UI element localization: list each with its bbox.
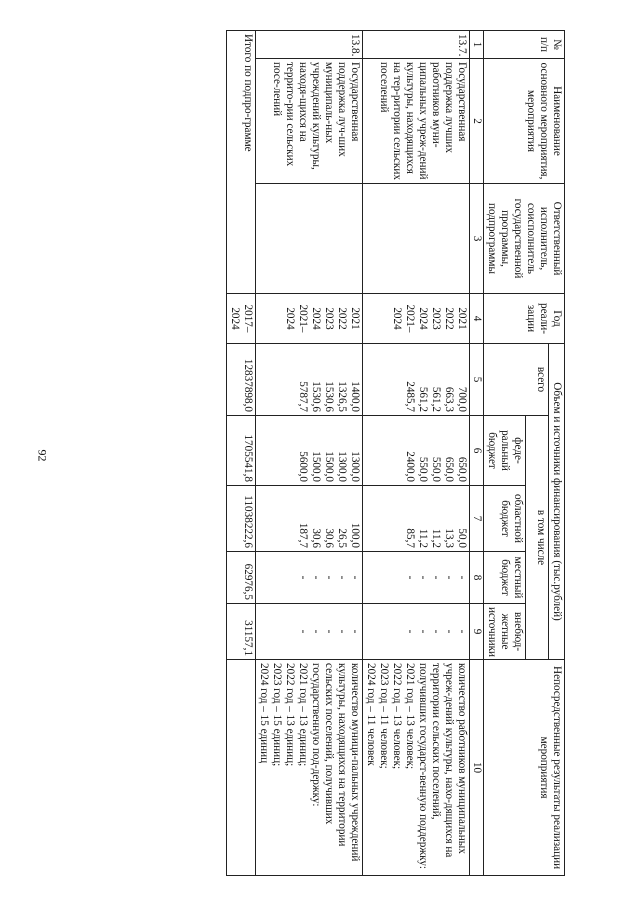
total-regional: 11038222,6 bbox=[227, 486, 256, 552]
row-executor bbox=[256, 184, 363, 294]
row-total: 700,0 663,3 561,2 561,2 2485,7 bbox=[363, 344, 470, 416]
header-row-1 bbox=[549, 31, 565, 876]
col-number: 6 bbox=[470, 416, 484, 486]
row-federal: 1300,0 1300,0 1500,0 1500,0 5600,0 bbox=[256, 416, 363, 486]
row-num: 13.7. bbox=[363, 31, 470, 59]
row-name: Государственная поддержка луч-ших муниципаль-ных учреждений культуры, находя-щихся на террито-рии сельских посе-лений bbox=[256, 59, 363, 184]
row-result: количество работников муниципальных учреж-дений культуры, нахо-дящихся на территории сельских поселений, получивших государст-венную поддержку: 2021 год – 13 человек; 2022 год – 13 человек; 2023 год – 11 человек; 2024 год – 11 человек bbox=[363, 660, 470, 876]
header-name: Наименование основного мероприятия, мероприятия bbox=[484, 59, 565, 184]
row-years: 2021 2022 2023 2024 2021– 2024 bbox=[363, 294, 470, 344]
total-total: 12837898,0 bbox=[227, 344, 256, 416]
row-name: Государственная поддержка лучших работников муни-ципальных учреж-дений культуры, находящихся на тер-ритории сельских поселений bbox=[363, 59, 470, 184]
col-number: 1 bbox=[470, 31, 484, 59]
table-row bbox=[363, 31, 470, 876]
header-year: Год реали-зации bbox=[484, 294, 565, 344]
total-years: 2017– 2024 bbox=[227, 294, 256, 344]
row-executor bbox=[363, 184, 470, 294]
page-number: 92 bbox=[35, 449, 50, 462]
header-local: местный бюджет bbox=[484, 552, 526, 604]
col-number: 10 bbox=[470, 660, 484, 876]
header-regional: областной бюджет bbox=[484, 486, 526, 552]
header-extra: внебюд-жетные источники bbox=[484, 604, 526, 660]
row-result: количество муници-пальных учреждений культуры, находящихся на территории сельских поселений, получивших государственную под-держку: 2021 год – 13 единиц; 2022 год – 13 единиц; 2023 год – 15 единиц; 2024 год – 15 единиц bbox=[256, 660, 363, 876]
col-number: 9 bbox=[470, 604, 484, 660]
rotated-table-container bbox=[85, 30, 565, 875]
col-number: 5 bbox=[470, 344, 484, 416]
row-extra: - - - - - bbox=[256, 604, 363, 660]
header-incl: в том числе bbox=[526, 416, 549, 660]
row-num: 13.8. bbox=[256, 31, 363, 59]
financing-table bbox=[226, 30, 565, 876]
column-number-row bbox=[470, 31, 484, 876]
header-total: всего bbox=[484, 344, 549, 416]
header-executor: Ответственный исполнитель, соисполнитель государственной программы, подпрограммы bbox=[484, 184, 565, 294]
row-years: 2021 2022 2023 2024 2021– 2024 bbox=[256, 294, 363, 344]
col-number: 3 bbox=[470, 184, 484, 294]
total-result bbox=[227, 660, 256, 876]
row-local: - - - - - bbox=[256, 552, 363, 604]
row-local: - - - - - bbox=[363, 552, 470, 604]
col-number: 4 bbox=[470, 294, 484, 344]
col-number: 8 bbox=[470, 552, 484, 604]
header-num: № п/п bbox=[484, 31, 565, 59]
table-row bbox=[256, 31, 363, 876]
header-financing: Объем и источники финансирования (тыс.рублей) bbox=[549, 344, 565, 660]
header-federal: феде-ральный бюджет bbox=[484, 416, 526, 486]
row-total: 1400,0 1326,5 1530,6 1530,6 5787,7 bbox=[256, 344, 363, 416]
total-extra: 31157,1 bbox=[227, 604, 256, 660]
row-regional: 50,0 13,3 11,2 11,2 85,7 bbox=[363, 486, 470, 552]
total-local: 62976,5 bbox=[227, 552, 256, 604]
row-regional: 100,0 26,5 30,6 30,6 187,7 bbox=[256, 486, 363, 552]
header-result: Непосредственные результаты реализации мероприятия bbox=[484, 660, 565, 876]
col-number: 2 bbox=[470, 59, 484, 184]
col-number: 7 bbox=[470, 486, 484, 552]
total-federal: 1705541,8 bbox=[227, 416, 256, 486]
row-extra: - - - - - bbox=[363, 604, 470, 660]
row-federal: 650,0 650,0 550,0 550,0 2400,0 bbox=[363, 416, 470, 486]
total-label: Итого по подпро-грамме bbox=[227, 31, 256, 294]
total-row bbox=[227, 31, 256, 876]
